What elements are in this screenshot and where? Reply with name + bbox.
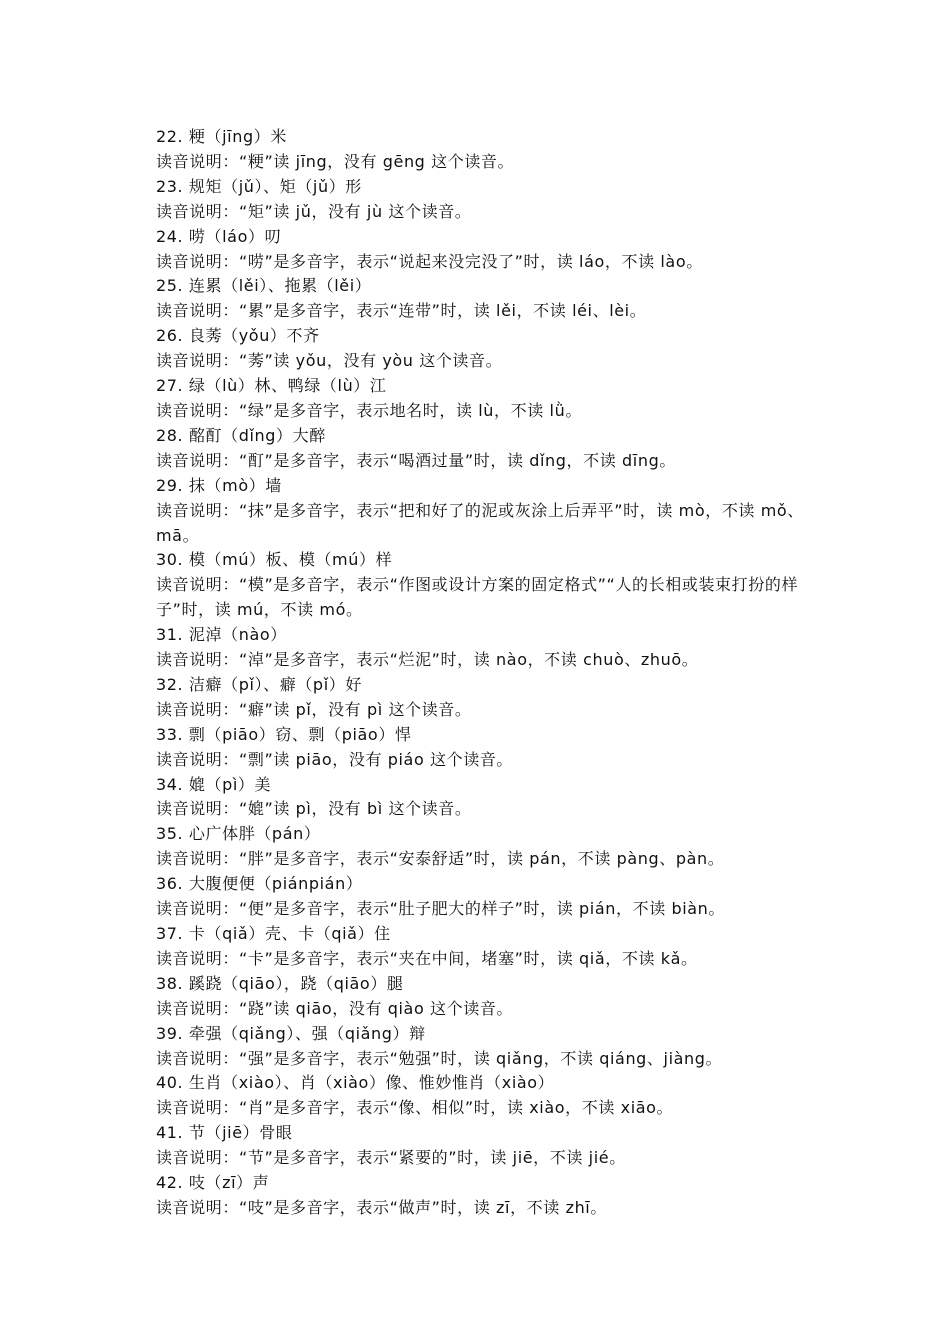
entry-heading: 34. 媲（pì）美 <box>156 774 272 794</box>
entry-explanation: 读音说明：“癖”读 pǐ，没有 pì 这个读音。 <box>156 699 472 719</box>
entry-heading: 27. 绿（lù）林、鸭绿（lù）江 <box>156 376 387 396</box>
entry-heading: 32. 洁癖（pǐ）、癖（pǐ）好 <box>156 674 362 694</box>
entry-heading: 31. 泥淖（nào） <box>156 625 287 645</box>
entry-explanation: 读音说明：“跷”读 qiāo，没有 qiào 这个读音。 <box>156 998 514 1018</box>
entry-explanation: 读音说明：“粳”读 jīng，没有 gēng 这个读音。 <box>156 151 515 171</box>
entry-explanation: 读音说明：“矩”读 jǔ，没有 jù 这个读音。 <box>156 201 472 221</box>
entry-explanation: 读音说明：“模”是多音字，表示“作图或设计方案的固定格式”“人的长相或装束打扮的样子”时，读 mú，不读 mó。 <box>156 575 799 620</box>
entry-heading: 41. 节（jiē）骨眼 <box>156 1123 293 1143</box>
entry-heading: 24. 唠（láo）叨 <box>156 226 282 246</box>
entry-heading: 26. 良莠（yǒu）不齐 <box>156 326 320 346</box>
entry-heading: 37. 卡（qiǎ）壳、卡（qiǎ）住 <box>156 924 391 943</box>
entry-heading: 28. 酩酊（dǐng）大醉 <box>156 425 326 445</box>
entry-heading: 29. 抹（mò）墙 <box>156 475 282 495</box>
entry-explanation: 读音说明：“酊”是多音字，表示“喝酒过量”时，读 dǐng，不读 dīng。 <box>156 450 676 470</box>
entry-explanation: 读音说明：“强”是多音字，表示“勉强”时，读 qiǎng，不读 qiáng、jiàng。 <box>156 1048 723 1068</box>
entry-explanation: 读音说明：“绿”是多音字，表示地名时，读 lù，不读 lǜ。 <box>156 400 582 420</box>
entry-heading: 22. 粳（jīng）米 <box>156 127 287 146</box>
entry-heading: 38. 蹊跷（qiāo），跷（qiāo）腿 <box>156 973 404 993</box>
entry-explanation: 读音说明：“唠”是多音字，表示“说起来没完没了”时，读 láo，不读 lào。 <box>156 251 703 271</box>
entry-explanation: 读音说明：“肖”是多音字，表示“像、相似”时，读 xiào，不读 xiāo。 <box>156 1098 674 1118</box>
entry-explanation: 读音说明：“节”是多音字，表示“紧要的”时，读 jiē，不读 jié。 <box>156 1148 626 1168</box>
entry-heading: 35. 心广体胖（pán） <box>156 824 321 844</box>
entry-explanation: 读音说明：“媲”读 pì，没有 bì 这个读音。 <box>156 799 472 819</box>
entry-heading: 39. 牵强（qiǎng）、强（qiǎng）辩 <box>156 1023 426 1043</box>
entry-explanation: 读音说明：“吱”是多音字，表示“做声”时，读 zī，不读 zhī。 <box>156 1197 607 1217</box>
entry-explanation: 读音说明：“抹”是多音字，表示“把和好了的泥或灰涂上后弄平”时，读 mò，不读 mǒ、mā。 <box>156 500 804 545</box>
entry-heading: 42. 吱（zī）声 <box>156 1173 270 1193</box>
entry-explanation: 读音说明：“淖”是多音字，表示“烂泥”时，读 nào，不读 chuò、zhuō。 <box>156 650 699 670</box>
pronunciation-list <box>156 125 806 1221</box>
entry-explanation: 读音说明：“胖”是多音字，表示“安泰舒适”时，读 pán，不读 pàng、pàn。 <box>156 849 725 869</box>
entry-explanation: 读音说明：“卡”是多音字，表示“夹在中间，堵塞”时，读 qiǎ，不读 kǎ。 <box>156 948 698 968</box>
entry-explanation: 读音说明：“剽”读 piāo，没有 piáo 这个读音。 <box>156 749 514 769</box>
entry-explanation: 读音说明：“累”是多音字，表示“连带”时，读 lěi，不读 léi、lèi。 <box>156 301 647 321</box>
entry-explanation: 读音说明：“莠”读 yǒu，没有 yòu 这个读音。 <box>156 351 503 371</box>
entry-explanation: 读音说明：“便”是多音字，表示“肚子肥大的样子”时，读 pián，不读 biàn。 <box>156 899 726 919</box>
entry-heading: 23. 规矩（jǔ）、矩（jǔ）形 <box>156 176 362 196</box>
entry-heading: 40. 生肖（xiào）、肖（xiào）像、惟妙惟肖（xiào） <box>156 1073 555 1093</box>
entry-heading: 25. 连累（lěi）、拖累（lěi） <box>156 276 372 296</box>
entry-heading: 30. 模（mú）板、模（mú）样 <box>156 550 393 570</box>
entry-heading: 33. 剽（piāo）窃、剽（piāo）悍 <box>156 724 412 744</box>
entry-heading: 36. 大腹便便（piánpián） <box>156 874 363 894</box>
